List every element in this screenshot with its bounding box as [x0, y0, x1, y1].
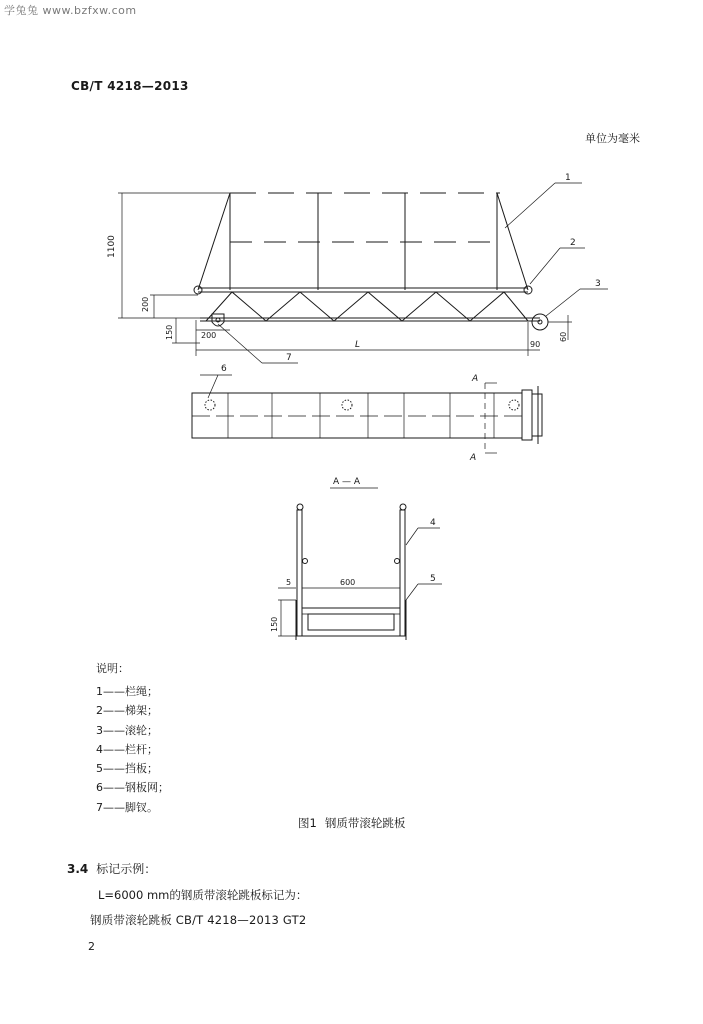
legend-item: 4——栏杆； — [96, 742, 158, 756]
dim-L: L — [355, 340, 361, 350]
dim-200-height: 200 — [141, 296, 150, 312]
legend-item: 6——钢板网； — [96, 781, 169, 795]
dim-200-width: 200 — [201, 331, 217, 340]
section-marker-top: A — [472, 374, 479, 384]
legend-item: 3——滚轮； — [96, 723, 158, 737]
legend-list — [96, 682, 169, 817]
section-title: 标记示例： — [96, 862, 157, 876]
roller — [532, 314, 548, 330]
post-right — [400, 510, 405, 636]
callout-1: 1 — [565, 173, 571, 183]
callout-7: 7 — [286, 353, 292, 363]
legend-item: 1——栏绳； — [96, 685, 158, 698]
figure-label: 图1 — [298, 816, 317, 830]
legend-item: 5——挡板； — [96, 762, 158, 776]
watermark: 学兔兔 www.bzfxw.com — [4, 4, 137, 17]
legend-title: 说明： — [96, 662, 129, 675]
mesh-mark — [205, 400, 215, 410]
section-marker-bottom: A — [470, 453, 477, 463]
legend-item: 7——脚钗。 — [96, 800, 158, 814]
page-number: 2 — [88, 940, 95, 953]
callout-2: 2 — [570, 238, 576, 248]
dim-1100: 1100 — [107, 235, 117, 258]
section-title: A — A — [333, 477, 361, 487]
dim-600: 600 — [340, 578, 356, 587]
callout-5: 5 — [430, 574, 436, 584]
dim-150: 150 — [165, 324, 174, 340]
section-view — [270, 477, 442, 640]
dim-5: 5 — [286, 578, 292, 587]
roller-bracket — [522, 390, 532, 440]
callout-3: 3 — [595, 279, 601, 289]
post-left — [297, 510, 302, 636]
figure-caption — [298, 815, 413, 831]
dim-90: 90 — [530, 340, 541, 349]
plan-view — [192, 364, 542, 463]
mesh-mark — [342, 400, 352, 410]
truss-web — [206, 292, 528, 321]
section-heading — [67, 860, 156, 877]
figure-caption-text: 钢质带滚轮跳板 — [324, 816, 406, 830]
legend-item: 2——梯架； — [96, 704, 158, 718]
mesh-mark — [509, 400, 519, 410]
callout-4: 4 — [430, 518, 436, 528]
elevation-view — [107, 173, 608, 363]
unit-note: 单位为毫米 — [585, 132, 640, 145]
rope-slant-right — [497, 193, 528, 290]
dim-150-section: 150 — [270, 616, 279, 632]
callout-6: 6 — [221, 364, 227, 374]
plan-outline — [192, 393, 522, 438]
rope-slant-left — [198, 193, 230, 290]
example-line-2: 钢质带滚轮跳板 CB/T 4218—2013 GT2 — [90, 913, 307, 927]
example-line-1: L=6000 mm的钢质带滚轮跳板标记为： — [98, 888, 308, 902]
standard-number: CB/T 4218—2013 — [71, 79, 189, 93]
platform — [302, 608, 400, 636]
section-number: 3.4 — [67, 862, 89, 876]
dim-60: 60 — [559, 331, 568, 342]
